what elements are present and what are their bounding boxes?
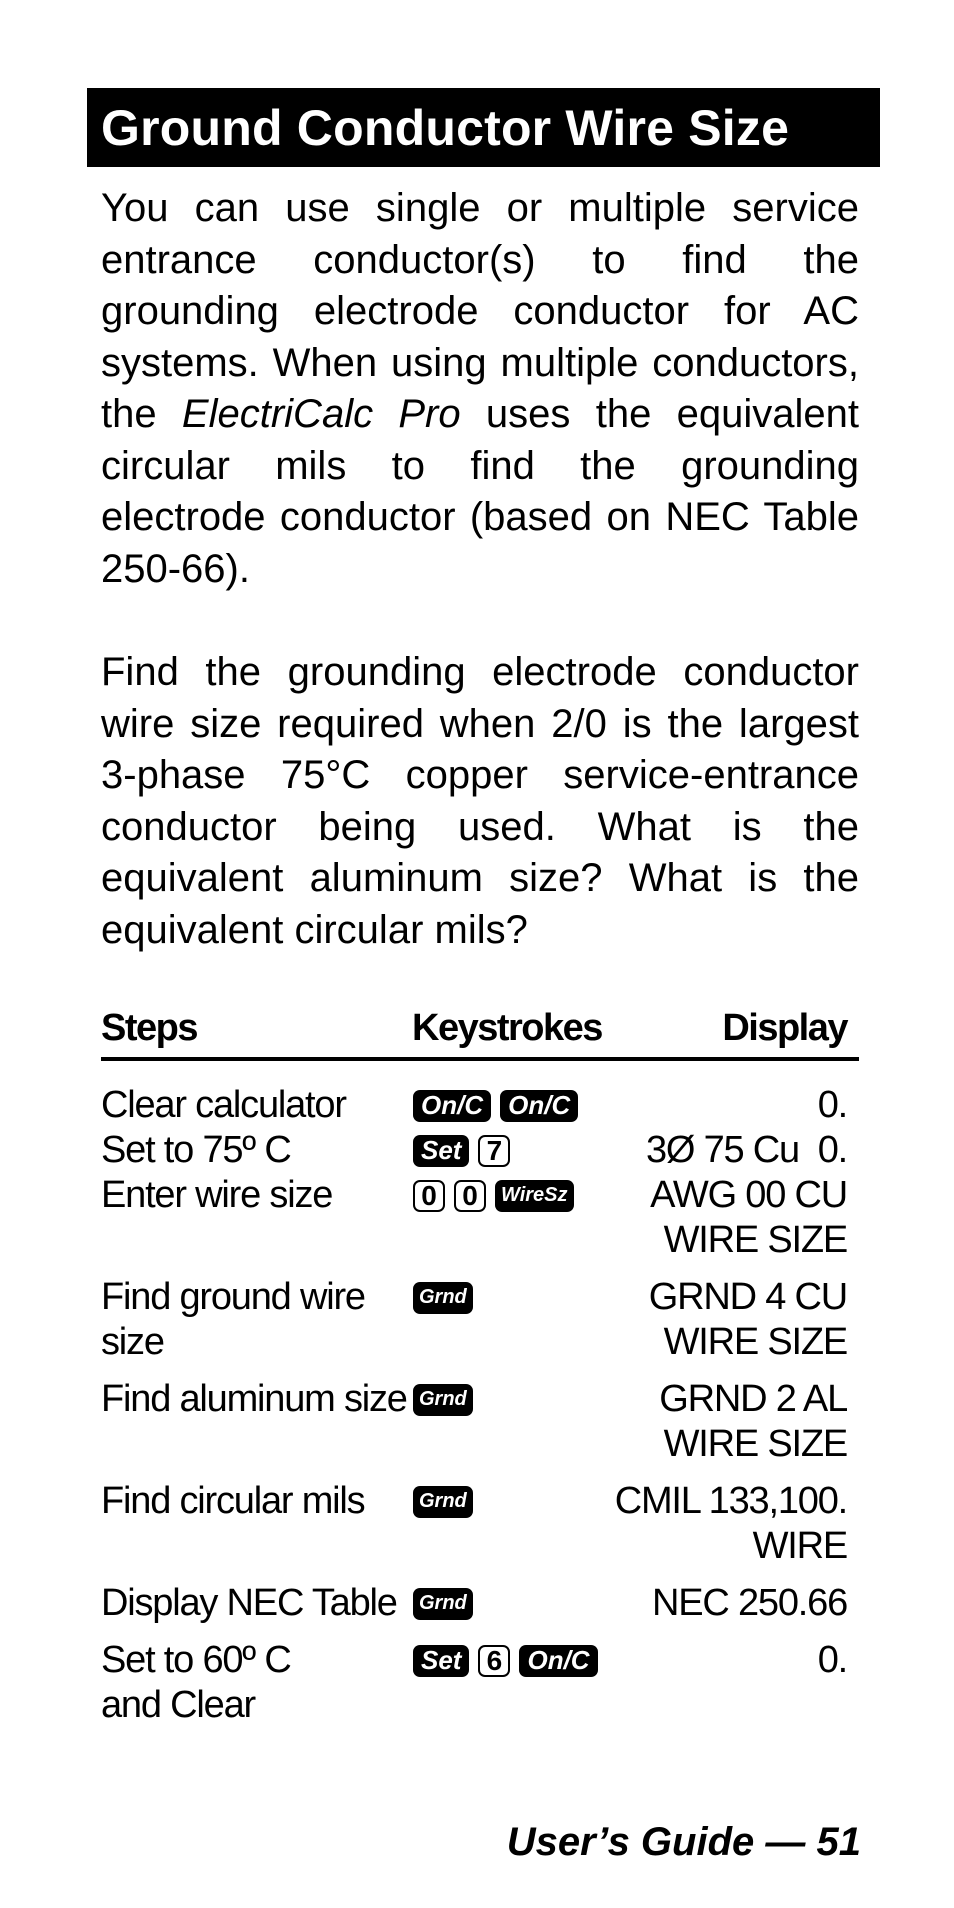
display-cell [649,1275,847,1365]
keystrokes-cell [413,1377,473,1422]
header-steps: Steps [101,1007,197,1049]
display-cell [818,1638,847,1683]
key-set: Set [413,1135,469,1167]
key-grnd: Grnd [413,1588,473,1620]
display-text: WIRE [752,1525,847,1567]
key-grnd: Grnd [413,1486,473,1518]
section-title-bar [87,88,880,167]
display-text: WIRE SIZE [663,1423,847,1465]
step-cell [101,1638,411,1728]
intro-text-end: uses the equivalent circular mils to find the grounding electrode conductor (based on NEC Table 250-66). [101,392,859,591]
step-text: Enter wire size [101,1174,333,1216]
keystrokes-cell [413,1128,510,1173]
display-text: 0. [817,1639,847,1681]
step-cell [101,1173,411,1218]
table-header [101,1003,859,1061]
keystrokes-cell [413,1173,574,1218]
display-text: NEC 250.66 [651,1582,847,1624]
step-cell [101,1275,411,1365]
display-cell [818,1083,847,1128]
key-0: 0 [454,1180,486,1212]
display-cell [650,1173,847,1263]
keystrokes-cell [413,1479,473,1524]
step-text: Display NEC Table [101,1582,397,1624]
key-wiresz: WireSz [495,1180,574,1212]
key-7: 7 [478,1135,510,1167]
step-text: Clear calculator [101,1084,346,1126]
table-body [101,1083,859,1740]
display-text: GRND 2 AL [659,1378,847,1420]
table-row [101,1128,859,1173]
table-row [101,1275,859,1377]
step-text: Find circular mils [101,1480,365,1522]
step-cell [101,1479,411,1524]
display-text: WIRE SIZE [663,1321,847,1363]
step-cell [101,1083,411,1128]
section-title: Ground Conductor Wire Size [101,99,790,156]
table-row [101,1377,859,1479]
header-keystrokes: Keystrokes [412,1007,602,1049]
key-set: Set [413,1645,469,1677]
key-6: 6 [478,1645,510,1677]
key-on-c: On/C [500,1090,578,1122]
display-text: AWG 00 CU [650,1174,847,1216]
display-text: 3Ø 75 Cu 0. [645,1129,847,1171]
keystrokes-cell [413,1581,473,1626]
table-row [101,1581,859,1638]
table-row [101,1638,859,1740]
display-cell [646,1128,847,1173]
steps-table [101,1003,859,1740]
intro-paragraph [101,183,859,595]
product-name: ElectriCalc Pro [181,392,461,436]
key-grnd: Grnd [413,1282,473,1314]
key-on-c: On/C [413,1090,491,1122]
step-text: Set to 75º C [101,1129,291,1171]
table-row [101,1083,859,1128]
page-footer: User’s Guide — 51 [506,1820,861,1864]
step-cell [101,1377,411,1422]
table-row [101,1173,859,1275]
step-text: Find ground wire [101,1276,365,1318]
step-text: size [101,1321,164,1363]
keystrokes-cell [413,1083,578,1128]
step-text: Set to 60º C [101,1639,291,1681]
display-text: WIRE SIZE [663,1219,847,1261]
intro-text-start: You can use single or multiple service entrance conductor(s) to find the grounding electrode conductor for AC systems. When using multiple conductors, the [101,186,859,436]
header-display: Display [722,1007,847,1049]
display-text: 0. [817,1084,847,1126]
example-question: Find the grounding electrode conductor wire size required when 2/0 is the largest 3-phase 75°C copper service-entrance conductor being used. What is the equivalent aluminum size? What is the equivalent circular mils? [101,650,859,952]
keystrokes-cell [413,1638,598,1683]
display-cell [615,1479,847,1569]
step-cell [101,1581,411,1626]
display-cell [652,1581,847,1626]
key-grnd: Grnd [413,1384,473,1416]
display-text: CMIL 133,100. [614,1480,847,1522]
table-row [101,1479,859,1581]
step-text: Find aluminum size [101,1378,407,1420]
step-cell [101,1128,411,1173]
step-text: and Clear [101,1684,255,1726]
keystrokes-cell [413,1275,473,1320]
display-cell [659,1377,847,1467]
key-0: 0 [413,1180,445,1212]
key-on-c: On/C [519,1645,597,1677]
display-text: GRND 4 CU [648,1276,847,1318]
